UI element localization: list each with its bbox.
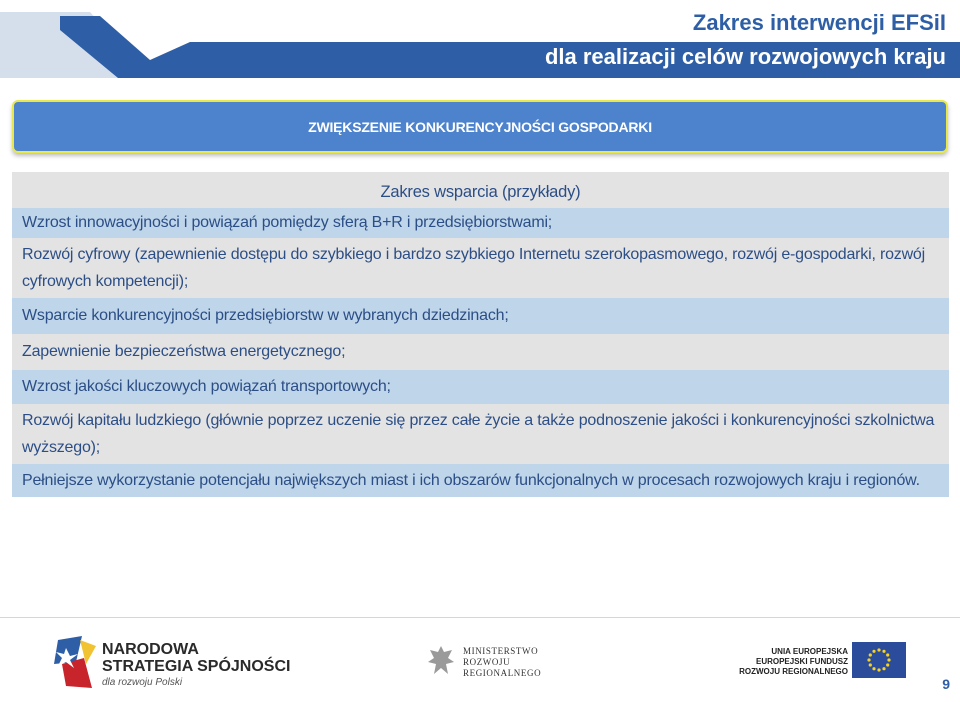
page-title: Zakres interwencji EFSiI bbox=[692, 10, 946, 35]
table-heading: Zakres wsparcia (przykłady) bbox=[12, 172, 949, 208]
table-row: Zapewnienie bezpieczeństwa energetycznego; bbox=[12, 334, 949, 370]
eu-line3: ROZWOJU REGIONALNEGO bbox=[739, 667, 848, 676]
table-row: Wzrost jakości kluczowych powiązań transportowych; bbox=[12, 370, 949, 404]
banner-label: ZWIĘKSZENIE KONKURENCYJNOŚCI GOSPODARKI bbox=[308, 118, 652, 135]
eu-logo-text bbox=[739, 647, 848, 677]
eu-line2: EUROPEJSKI FUNDUSZ bbox=[755, 657, 848, 666]
ministry-line3: REGIONALNEGO bbox=[463, 668, 542, 678]
nss-tagline: dla rozwoju Polski bbox=[102, 677, 183, 688]
section-banner bbox=[12, 100, 948, 153]
table-row: Wsparcie konkurencyjności przedsiębiorstw w wybranych dziedzinach; bbox=[12, 298, 949, 334]
table-row: Pełniejsze wykorzystanie potencjału największych miast i ich obszarów funkcjonalnych w procesach rozwojowych kraju i regionów. bbox=[12, 464, 949, 497]
nss-line2: STRATEGIA SPÓJNOŚCI bbox=[102, 658, 291, 675]
footer-divider bbox=[0, 617, 960, 618]
nss-logo-icon bbox=[52, 634, 98, 690]
nss-line1: NARODOWA bbox=[102, 641, 199, 658]
eu-line1: UNIA EUROPEJSKA bbox=[771, 647, 848, 656]
eu-flag-icon bbox=[852, 642, 906, 678]
table-row: Rozwój cyfrowy (zapewnienie dostępu do szybkiego i bardzo szybkiego Internetu szerokopasmowego, rozwój e-gospodarki, rozwój cyfrowych kompetencji); bbox=[12, 238, 949, 298]
nss-logo-text bbox=[102, 641, 290, 675]
polish-eagle-icon bbox=[426, 644, 456, 678]
page-number: 9 bbox=[942, 676, 950, 692]
ministry-line2: ROZWOJU bbox=[463, 657, 511, 667]
ministry-logo-text bbox=[463, 646, 541, 679]
support-scope-table bbox=[12, 172, 949, 497]
page-subtitle: dla realizacji celów rozwojowych kraju bbox=[544, 44, 946, 69]
ministry-line1: MINISTERSTWO bbox=[463, 646, 539, 656]
table-row: Rozwój kapitału ludzkiego (głównie poprzez uczenie się przez całe życie a także podnoszenie jakości i konkurencyjności szkolnictwa wyższego); bbox=[12, 404, 949, 464]
table-row: Wzrost innowacyjności i powiązań pomiędzy sferą B+R i przedsiębiorstwami; bbox=[12, 208, 949, 238]
